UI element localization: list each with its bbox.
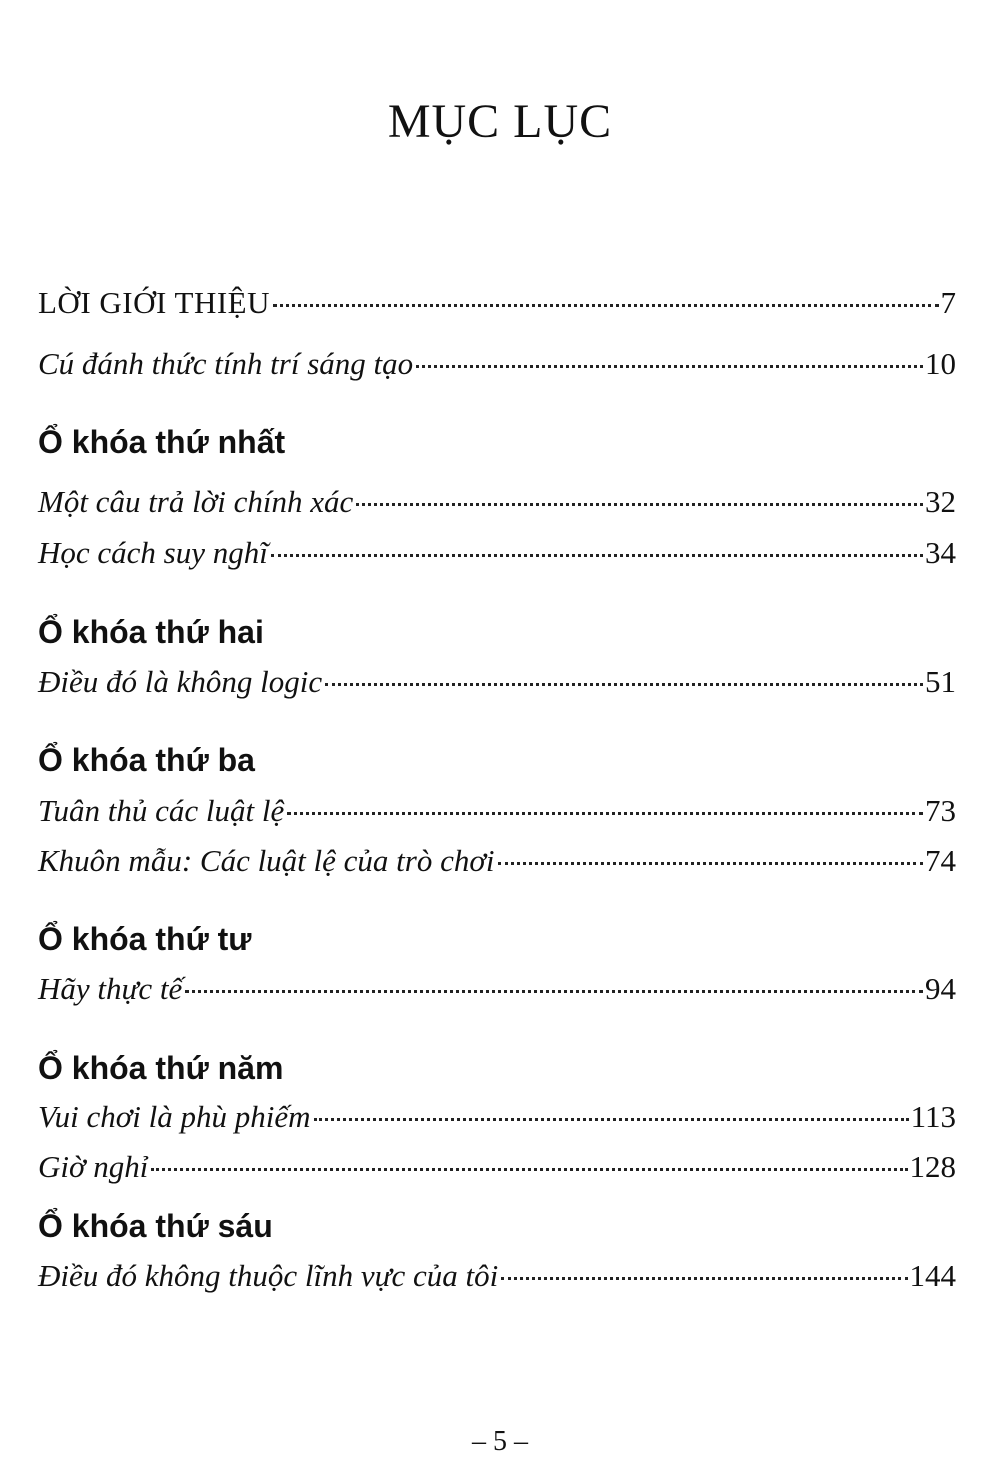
section-heading: Ổ khóa thứ tư [38,921,252,957]
section-heading: Ổ khóa thứ nhất [38,424,286,460]
dot-leader [151,1168,907,1171]
toc-entry[interactable] [38,482,956,522]
toc-entry-label: Tuân thủ các luật lệ [38,793,285,828]
toc-entry-page: 128 [909,1149,956,1184]
page-title: MỤC LỤC [387,95,613,148]
toc-entry-label: Cú đánh thức tính trí sáng tạo [38,346,414,381]
section-heading: Ổ khóa thứ năm [38,1050,284,1086]
toc-entry-page: 113 [910,1099,956,1134]
dot-leader [271,554,923,557]
toc-entry[interactable] [38,662,956,702]
section-heading: Ổ khóa thứ ba [38,742,255,778]
toc-entry-label: LỜI GIỚI THIỆU [38,285,270,320]
dot-leader [498,862,923,865]
toc-entry-page: 10 [925,346,956,381]
toc-entry-label: Điều đó là không logic [38,664,323,699]
toc-entry-page: 144 [909,1258,956,1293]
toc-entry-label: Giờ nghỉ [38,1149,149,1184]
toc-entry-page: 34 [925,535,956,570]
toc-entry-page: 94 [925,971,956,1006]
toc-entry[interactable] [38,969,956,1009]
dot-leader [416,365,923,368]
toc-entry-label: Học cách suy nghĩ [38,535,268,570]
toc-entry-intro[interactable] [38,283,956,323]
toc-entry[interactable] [38,533,956,573]
toc-entry-label: Một câu trả lời chính xác [38,484,354,519]
section-heading: Ổ khóa thứ sáu [38,1208,273,1244]
section-heading: Ổ khóa thứ hai [38,614,264,650]
dot-leader [325,683,923,686]
toc-entry-page: 74 [925,843,956,878]
toc-entry-page: 32 [925,484,956,519]
toc-entry-label: Vui chơi là phù phiếm [38,1099,311,1134]
toc-entry[interactable] [38,841,956,881]
toc-entry[interactable] [38,791,956,831]
toc-entry-page: 73 [925,793,956,828]
toc-entry-label: Điều đó không thuộc lĩnh vực của tôi [38,1258,499,1293]
toc-entry-page: 7 [940,285,956,320]
toc-entry-label: Hãy thực tế [38,971,183,1006]
toc-entry-page: 51 [925,664,956,699]
toc-entry[interactable] [38,1256,956,1296]
toc-entry-label: Khuôn mẫu: Các luật lệ của trò chơi [38,843,495,878]
toc-entry[interactable] [38,1097,956,1137]
dot-leader [501,1277,907,1280]
dot-leader [185,990,923,993]
toc-entry[interactable] [38,1147,956,1187]
dot-leader [273,304,939,307]
page-number: – 5 – [472,1426,528,1457]
dot-leader [287,812,923,815]
toc-entry[interactable] [38,344,956,384]
dot-leader [314,1118,909,1121]
dot-leader [356,503,923,506]
